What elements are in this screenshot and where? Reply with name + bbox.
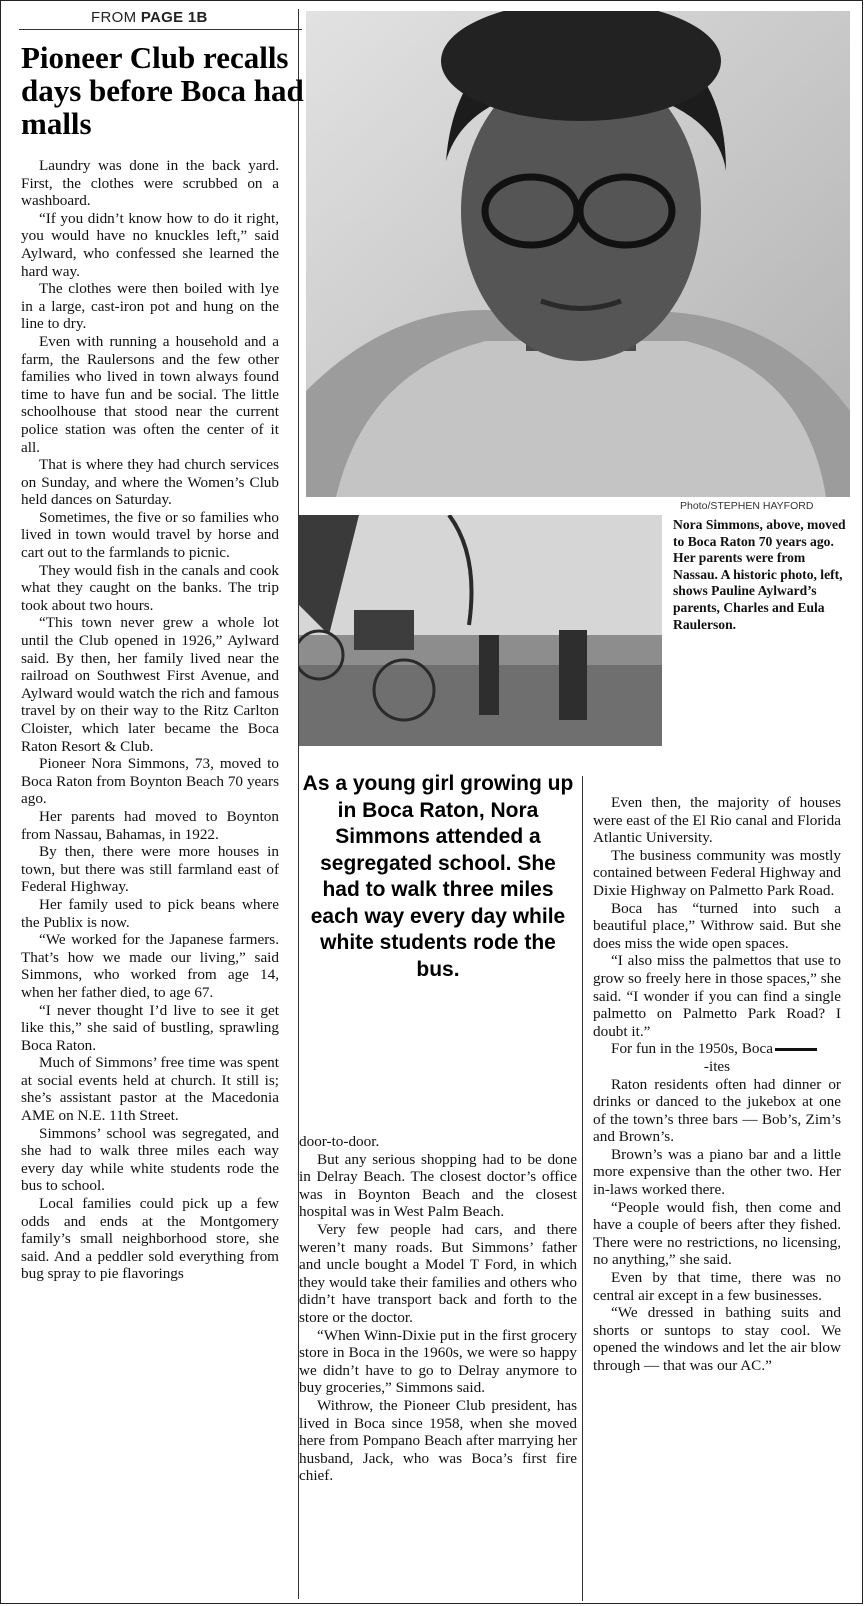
paragraph: Simmons’ school was segregated, and she had to walk three miles each way every day while white students rode the bus to school. xyxy=(21,1124,279,1195)
paragraph: “We dressed in bathing suits and shorts or suntops to stay cool. We opened the windows and let the air blow through — that was our AC.” xyxy=(593,1304,841,1374)
paragraph: Even by that time, there was no central air except in a few businesses. xyxy=(593,1269,841,1304)
article-column-3 xyxy=(593,794,841,1599)
paragraph: Pioneer Nora Simmons, 73, moved to Boca Raton from Boynton Beach 70 years ago. xyxy=(21,755,279,808)
paragraph: “This town never grew a whole lot until the Club opened in 1926,” Aylward said. By then, her family lived near the railroad on Southwest First Avenue, and Aylward would watch the rich and famous travel by on their way to the Ritz Carlton Cloister, which later became the Boca Raton Resort & Club. xyxy=(21,614,279,755)
paragraph: Raton residents often had dinner or drinks or danced to the jukebox at one of the town’s three bars — Bob’s, Zim’s and Brown’s. xyxy=(593,1075,841,1146)
paragraph: But any serious shopping had to be done in Delray Beach. The closest doctor’s office was in Boynton Beach and the closest hospital was in West Palm Beach. xyxy=(299,1150,577,1221)
paragraph: Withrow, the Pioneer Club president, has lived in Boca since 1958, when she moved here from Pompano Beach after marrying her husband, Jack, who was Boca’s first fire chief. xyxy=(299,1396,577,1485)
hyphen-rule xyxy=(775,1048,817,1051)
paragraph: That is where they had church services on Sunday, and where the Women’s Club held dances on Saturday. xyxy=(21,456,279,509)
paragraph: Laundry was done in the back yard. First, the clothes were scrubbed on a washboard. xyxy=(21,157,279,210)
paragraph: Boca has “turned into such a beautiful place,” Withrow said. But she does miss the wide open spaces. xyxy=(593,899,841,952)
paragraph: “I never thought I’d live to see it get like this,” she said of bustling, sprawling Boca Raton. xyxy=(21,1001,279,1054)
kicker-page: PAGE 1B xyxy=(140,9,208,26)
portrait-photo xyxy=(306,11,850,497)
paragraph: Even then, the majority of houses were east of the El Rio canal and Florida Atlantic University. xyxy=(593,794,841,847)
column-rule-right xyxy=(582,776,583,1601)
paragraph: “We worked for the Japanese farmers. That’s how we made our living,” said Simmons, who worked from age 14, when her father died, to age 67. xyxy=(21,931,279,1001)
paragraph: “If you didn’t know how to do it right, you would have no knuckles left,” said Aylward, who confessed she learned the hard way. xyxy=(21,209,279,280)
historic-photo-image xyxy=(299,515,662,746)
paragraph: Her parents had moved to Boynton from Nassau, Bahamas, in 1922. xyxy=(21,807,279,843)
hyphen-continuation: -ites xyxy=(703,1057,731,1075)
pull-quote: As a young girl growing up in Boca Raton, Nora Simmons attended a segregated school. She had to walk three miles each way every day while white students rode the bus. xyxy=(302,772,574,981)
portrait-photo-image xyxy=(306,11,850,497)
kicker-from: FROM xyxy=(91,9,141,26)
photo-caption: Nora Simmons, above, moved to Boca Raton 70 years ago. Her parents were from Nassau. A historic photo, left, shows Pauline Aylward’s parents, Charles and Eula Raulerson. xyxy=(673,517,846,632)
paragraph: Brown’s was a piano bar and a little more expensive than the other two. Her in-laws worked there. xyxy=(593,1145,841,1199)
paragraph-fun xyxy=(593,1040,841,1058)
paragraph: “I also miss the palmettos that use to grow so freely here in those spaces,” she said. “I wonder if you can find a single palmetto on Palmetto Park Road? I doubt it.” xyxy=(593,952,841,1040)
article-column-1 xyxy=(21,157,279,1599)
paragraph: Local families could pick up a few odds and ends at the Montgomery family’s small neighborhood store, she said. And a peddler sold everything from bug spray to pie flavorings xyxy=(21,1195,279,1283)
paragraph: Sometimes, the five or so families who lived in town would travel by horse and cart out to the farmlands to picnic. xyxy=(21,508,279,562)
paragraph: “When Winn-Dixie put in the first grocery store in Boca in the 1960s, we were so happy we didn’t have to go to Delray anymore to buy groceries,” Simmons said. xyxy=(299,1326,577,1397)
paragraph: Very few people had cars, and there weren’t many roads. But Simmons’ father and uncle bought a Model T Ford, in which they would take their families and others who didn’t have transport back and forth to the store or the doctor. xyxy=(299,1220,577,1326)
paragraph: They would fish in the canals and cook what they caught on the banks. The trip took about two hours. xyxy=(21,561,279,614)
historic-photo xyxy=(299,515,662,746)
paragraph: Her family used to pick beans where the Publix is now. xyxy=(21,895,279,931)
headline: Pioneer Club recalls days before Boca had malls xyxy=(21,40,304,141)
page-jump-kicker xyxy=(91,9,208,26)
kicker-rule xyxy=(19,29,302,30)
paragraph: Even with running a household and a farm, the Raulersons and the few other families who lived in town always found time to have fun and be social. The little schoolhouse that stood near the current police station was often the center of it all. xyxy=(21,332,279,456)
paragraph: The business community was mostly contained between Federal Highway and Dixie Highway on Palmetto Park Road. xyxy=(593,846,841,899)
paragraph: By then, there were more houses in town, but there was still farmland east of Federal Highway. xyxy=(21,843,279,896)
fun-text: For fun in the 1950s, Boca xyxy=(611,1040,773,1058)
article-column-2 xyxy=(299,1133,577,1599)
paragraph: The clothes were then boiled with lye in a large, cast-iron pot and hung on the line to dry. xyxy=(21,280,279,333)
photo-credit: Photo/STEPHEN HAYFORD xyxy=(680,500,814,512)
paragraph: “People would fish, then come and have a couple of beers after they fished. There were no restrictions, no licensing, no anything,” she said. xyxy=(593,1198,841,1269)
paragraph: Much of Simmons’ free time was spent at social events held at church. It still is; she’s assistant pastor at the Macedonia AME on N.E. 11th Street. xyxy=(21,1054,279,1125)
paragraph: door-to-door. xyxy=(299,1133,380,1150)
